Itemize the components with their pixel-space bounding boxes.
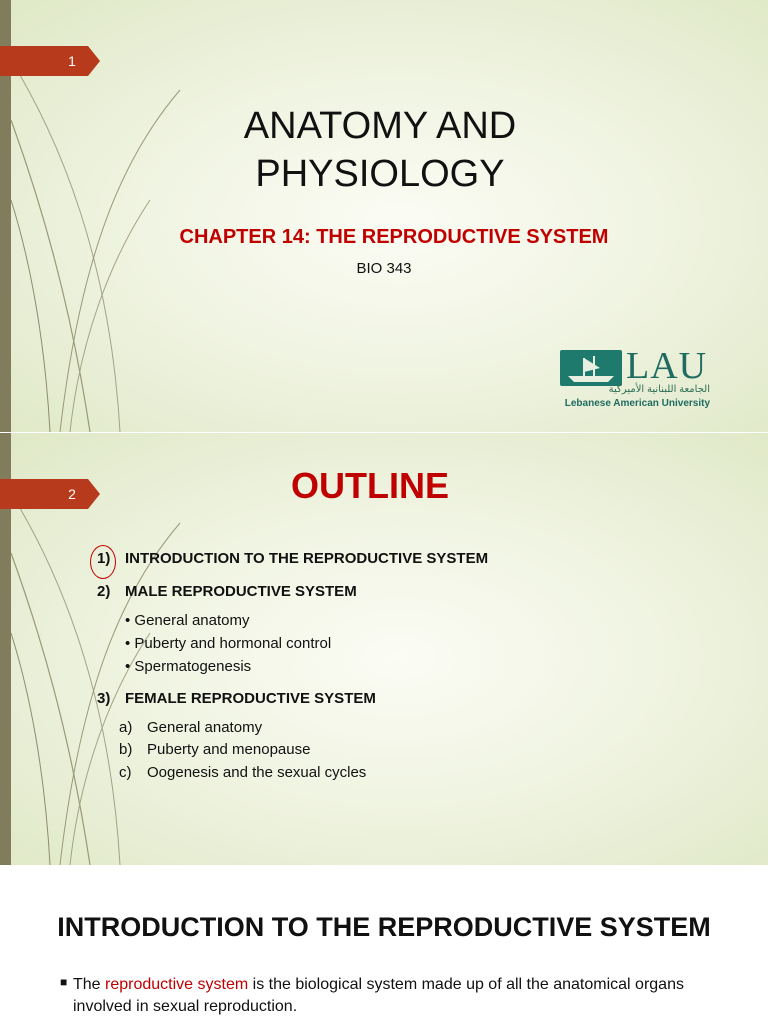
slide-number-tab (0, 479, 100, 509)
bullet-prefix: The (73, 976, 106, 993)
outline-item-2 (97, 583, 357, 600)
outline-title: OUTLINE (291, 465, 449, 506)
outline-subitem (119, 764, 366, 781)
outline-subitem (119, 719, 262, 736)
subitem-text: Puberty and menopause (147, 741, 311, 758)
outline-item-number: 2) (97, 583, 111, 600)
logo-arabic-text: الجامعة اللبنانية الأميركية (608, 384, 710, 395)
outline-subitem (119, 741, 310, 758)
outline-item-text: INTRODUCTION TO THE REPRODUCTIVE SYSTEM (125, 550, 489, 567)
outline-item-number: 3) (97, 690, 111, 707)
title-line-1: ANATOMY AND (243, 105, 517, 147)
chapter-subtitle: CHAPTER 14: THE REPRODUCTIVE SYSTEM (179, 226, 609, 248)
slide-number-tab (0, 46, 100, 76)
slide-title (170, 102, 590, 198)
outline-subitem: • Spermatogenesis (125, 658, 252, 675)
subitem-text: Oogenesis and the sexual cycles (147, 764, 367, 781)
subitem-letter: a) (119, 719, 133, 736)
logo-wordmark: LAU (626, 345, 708, 387)
bullet-paragraph (73, 974, 713, 1018)
outline-subitem: • Puberty and hormonal control (125, 635, 332, 652)
slide-2 (0, 433, 768, 865)
subitem-text: General anatomy (147, 719, 263, 736)
outline-item-text: MALE REPRODUCTIVE SYSTEM (125, 583, 357, 600)
slide-1 (0, 0, 768, 432)
lau-logo (560, 345, 710, 412)
highlighted-term: reproductive system (105, 976, 249, 993)
slide-number: 1 (68, 53, 76, 69)
title-line-2: PHYSIOLOGY (255, 153, 505, 195)
outline-subitem: • General anatomy (125, 612, 250, 629)
subitem-letter: b) (119, 741, 133, 758)
outline-item-1 (97, 550, 488, 567)
bullet-suffix: is the biological system made up of all the anatomical organs involved in sexual reproduction. (73, 976, 684, 1015)
logo-university-name: Lebanese American University (564, 398, 710, 409)
slide-number: 2 (68, 486, 76, 502)
section-title: INTRODUCTION TO THE REPRODUCTIVE SYSTEM (57, 912, 711, 942)
outline-item-3 (97, 690, 376, 707)
slide-3 (0, 866, 768, 1024)
subitem-letter: c) (119, 764, 132, 781)
outline-item-number: 1) (97, 550, 111, 567)
square-bullet-icon: ■ (60, 975, 68, 989)
outline-item-text: FEMALE REPRODUCTIVE SYSTEM (125, 690, 376, 707)
ship-logo-icon (560, 350, 622, 386)
course-code: BIO 343 (356, 260, 412, 277)
